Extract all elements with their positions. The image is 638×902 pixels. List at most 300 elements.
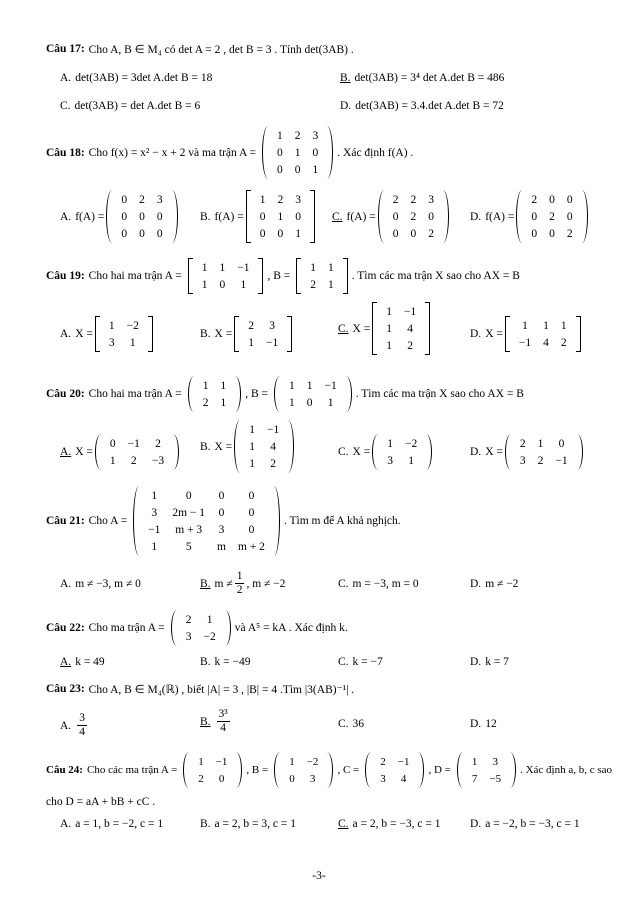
matrix-cell: 1 [249,423,255,436]
matrix-c [365,752,424,788]
q21-option-a[interactable] [60,578,141,590]
matrix-grid [239,316,287,352]
q23-option-c[interactable] [338,718,364,730]
option-text: k = −7 [352,656,383,668]
question-17 [46,42,608,56]
matrix-cell: 2 [248,319,254,332]
matrix-cell: 1 [109,454,116,467]
matrix-cell: 2m − 1 [172,506,206,519]
matrix-cell: −2 [203,630,216,643]
question-stem: , B = [245,388,268,400]
q20-option-a[interactable] [60,434,181,470]
q20-option-b[interactable] [200,420,296,473]
matrix-cell: 0 [185,489,192,502]
q24-option-b[interactable] [200,818,296,830]
option-matrix [106,190,177,243]
matrix-cell: 2 [310,278,316,291]
matrix-cell: 1 [310,261,316,274]
q24-option-d[interactable] [470,818,580,830]
question-24-line2 [46,796,608,808]
option-label: B. [200,818,211,830]
matrix-cell: 0 [277,146,283,159]
question-stem: , B = [267,270,291,282]
matrix-cell: −2 [126,319,139,332]
option-text: det(3AB) = 3⁴ det A.det B = 486 [354,72,505,84]
option-label: C. [338,818,349,830]
option-matrix [505,316,581,352]
option-label: B. [340,72,351,84]
bracket-right [576,316,581,352]
question-stem: và A⁵ = kA . Xác định k. [234,622,348,634]
option-matrix [95,316,153,352]
matrix-cell: 1 [327,396,334,409]
matrix-cell: 0 [566,210,573,223]
matrix-cell: −1 [215,755,228,768]
option-label: A. [60,72,72,84]
matrix-cell: 2 [410,210,417,223]
matrix-cell: 0 [277,227,284,240]
matrix-cell: 3 [492,755,498,768]
matrix-cell: 0 [410,227,417,240]
matrix-grid [112,190,171,243]
option-text: k = 7 [485,656,509,668]
matrix-cell: 0 [294,163,301,176]
question-stem: . Tìm m để A khả nghịch. [283,515,401,527]
matrix-cell: 2 [294,129,301,142]
option-matrix [505,434,583,470]
matrix-cell: 0 [139,227,145,240]
option-label: B. [200,210,211,223]
option-text: det(3AB) = 3det A.det B = 18 [75,72,213,84]
option-label: C. [338,446,349,458]
matrix-cell: 1 [288,396,295,409]
fraction-denominator: 4 [79,726,85,738]
matrix-cell: 0 [248,506,255,519]
matrix-grid [378,434,426,470]
matrix-grid [251,190,310,243]
matrix-cell: 1 [289,755,295,768]
matrix-cell: 3 [185,630,192,643]
matrix-cell: 1 [386,339,392,352]
matrix-cell: 0 [428,210,434,223]
option-label: D. [340,100,352,112]
question-23 [46,682,608,696]
matrix-cell: 1 [522,319,528,332]
option-text: k = −49 [214,656,251,668]
q19-option-d[interactable] [470,316,583,352]
matrix-cell: 1 [294,146,301,159]
matrix-cell: 3 [151,506,158,519]
matrix-cell: 0 [566,193,573,206]
matrix-cell: −5 [489,772,502,785]
matrix-cell: 4 [270,440,276,453]
option-text: det(3AB) = det A.det B = 6 [74,100,201,112]
matrix-cell: 0 [289,772,295,785]
option-matrix [95,434,179,470]
matrix-cell: 2 [202,396,209,409]
matrix-cell: 2 [428,227,434,240]
q22-option-d[interactable] [470,656,509,668]
option-text: X = [485,328,503,340]
matrix-grid [301,258,343,294]
matrix-cell: 3 [380,772,386,785]
q21-option-b[interactable] [200,570,285,597]
q19-option-c[interactable] [338,302,432,355]
matrix-cell: 2 [410,193,417,206]
matrix-cell: 0 [259,227,266,240]
bracket-right [582,190,588,243]
matrix-cell: 1 [543,319,549,332]
matrix-cell: 0 [121,193,128,206]
matrix-cell: 3 [519,454,526,467]
matrix-b [274,376,352,412]
matrix-b [274,752,333,788]
matrix-cell: 2 [277,193,284,206]
matrix-cell: 1 [387,437,393,450]
question-stem: . Tìm các ma trận X sao cho AX = B [351,270,520,282]
q24-option-a[interactable] [60,818,163,830]
matrix-a [133,486,280,556]
bracket-right [418,752,424,788]
q19-option-a[interactable] [60,316,155,352]
matrix-a [188,258,264,294]
bracket-right [510,752,516,788]
matrix-cell: 2 [130,454,137,467]
q21-option-c[interactable] [338,578,419,590]
q19-option-b[interactable] [200,316,294,352]
matrix-cell: −1 [403,305,417,318]
option-label: D. [470,328,482,340]
q23-option-a[interactable] [60,712,89,739]
matrix-cell: 1 [198,755,204,768]
q18-option-d[interactable] [470,190,590,243]
bracket-right [577,434,583,470]
option-text: f(A) = [214,210,244,223]
matrix-cell: 1 [240,278,247,291]
matrix-cell: 1 [202,379,209,392]
bracket-right [343,258,348,294]
fraction-numerator: 3 [79,712,85,724]
question-18 [46,126,608,179]
bracket-right [236,752,242,788]
matrix-cell: 0 [121,227,128,240]
matrix-cell: 0 [531,227,538,240]
option-matrix [246,190,315,243]
matrix-cell: 1 [201,278,208,291]
matrix-cell: 0 [248,523,255,536]
matrix-cell: 0 [156,210,163,223]
option-label: A. [60,719,72,732]
matrix-cell: −1 [265,336,279,349]
bracket-right [443,190,449,243]
option-label: D. [470,446,482,458]
option-text: X = [214,440,233,453]
option-text: a = −2, b = −3, c = 1 [485,818,580,830]
option-label: B. [200,715,211,728]
q17-option-d[interactable] [340,100,504,112]
question-stem: Cho A, B ∈ M₄ có det A = 2 , det B = 3 . Tính det(3AB) . [88,44,354,56]
matrix-cell: 1 [249,457,255,470]
bracket-right [425,302,430,355]
question-title: Câu 19: [46,270,85,282]
matrix-cell: m [217,540,226,553]
option-text: det(3AB) = 3.4.det A.det B = 72 [355,100,504,112]
question-title: Câu 24: [46,764,83,776]
question-22 [46,610,608,646]
option-matrix [234,316,292,352]
bracket-right [225,610,231,646]
bracket-right [173,434,179,470]
option-label: C. [338,656,349,668]
matrix-cell: 1 [259,193,266,206]
matrix-cell: 1 [560,319,567,332]
bracket-right [288,420,294,473]
matrix-cell: 1 [151,489,158,502]
matrix-cell: 0 [312,146,319,159]
option-text: X = [352,322,371,335]
matrix-cell: 0 [306,396,313,409]
matrix-cell: 1 [295,227,301,240]
matrix-b [296,258,348,294]
option-text: X = [352,446,371,458]
matrix-cell: 2 [537,454,544,467]
question-19 [46,258,608,294]
option-text: X = [75,328,93,340]
matrix-cell: 5 [185,540,192,553]
question-stem: , B = [246,764,269,776]
matrix-cell: 1 [386,322,392,335]
option-label: D. [470,818,482,830]
option-label: A. [60,578,72,590]
q22-option-c[interactable] [338,656,383,668]
option-label: C. [338,578,349,590]
option-label: A. [60,446,72,458]
option-label: D. [470,578,482,590]
q24-option-c[interactable] [338,818,440,830]
matrix-grid [194,376,236,412]
matrix-cell: −3 [151,454,165,467]
matrix-a [188,376,242,412]
matrix-grid [384,190,443,243]
matrix-grid [189,752,236,788]
q18-option-a[interactable] [60,190,180,243]
option-label: C. [338,322,349,335]
matrix-cell: 0 [558,437,565,450]
option-label: B. [200,656,211,668]
q20-option-d[interactable] [470,434,585,470]
matrix-cell: 1 [288,379,295,392]
matrix-cell: 0 [218,489,225,502]
bracket-right [172,190,178,243]
matrix-grid [463,752,510,788]
option-matrix [372,434,432,470]
question-stem: , D = [428,764,451,776]
q18-option-c[interactable] [332,190,451,243]
matrix-cell: 7 [471,772,478,785]
matrix-cell: 1 [408,454,414,467]
option-label: D. [470,656,482,668]
option-text: X = [485,446,503,458]
matrix-cell: 1 [327,261,334,274]
matrix-cell: 2 [155,437,161,450]
question-title: Câu 18: [46,146,85,159]
option-text: X = [75,446,93,458]
matrix-cell: 3 [218,523,225,536]
matrix-cell: 3 [156,193,163,206]
matrix-grid [101,434,173,470]
matrix-cell: 2 [519,437,526,450]
q21-option-d[interactable] [470,578,518,590]
matrix-cell: 2 [560,336,567,349]
question-stem: Cho A = [88,515,128,527]
matrix-cell: 4 [407,322,413,335]
matrix-cell: 3 [428,193,434,206]
option-matrix [378,190,449,243]
q23-option-b[interactable] [200,708,232,735]
matrix-a [171,610,231,646]
question-20 [46,376,608,412]
matrix-cell: −1 [397,755,410,768]
matrix-cell: −1 [324,379,337,392]
matrix-cell: 2 [566,227,573,240]
question-title: Câu 23: [46,683,85,695]
question-stem: , C = [337,764,360,776]
matrix-grid [193,258,259,294]
option-text: m = −3, m = 0 [352,578,419,590]
question-stem: . Xác định f(A) . [337,146,414,159]
q23-option-d[interactable] [470,718,497,730]
option-label: A. [60,656,72,668]
option-text: X = [214,328,233,340]
matrix-cell: 3 [309,772,316,785]
matrix-grid [139,486,274,556]
fraction-numerator: 3³ [218,708,228,720]
matrix-cell: m + 2 [238,540,265,553]
bracket-right [346,376,352,412]
matrix-cell: −1 [266,423,280,436]
matrix-cell: 0 [248,489,255,502]
matrix-grid [280,376,346,412]
matrix-d [457,752,516,788]
option-text: a = 2, b = 3, c = 1 [214,818,296,830]
q17-option-c[interactable] [60,100,200,112]
fraction-denominator: 4 [220,722,227,734]
matrix-cell: 4 [543,336,549,349]
question-24 [46,752,613,788]
matrix-grid [268,126,327,179]
matrix-cell: 0 [531,210,538,223]
matrix-grid [177,610,225,646]
q18-option-b[interactable] [200,190,317,243]
option-matrix [234,420,294,473]
option-text: 12 [485,718,497,730]
fraction-denominator: 2 [236,584,243,596]
matrix-cell: 2 [407,339,413,352]
matrix-cell: 1 [220,379,227,392]
matrix-cell: 2 [198,772,204,785]
matrix-cell: 1 [151,540,158,553]
matrix-cell: 0 [218,772,225,785]
question-stem: Cho f(x) = x² − x + 2 và ma trận A = [88,146,257,159]
matrix-cell: 0 [219,278,226,291]
option-label: A. [60,818,72,830]
matrix-cell: 1 [537,437,544,450]
matrix-cell: 1 [327,278,334,291]
bracket-right [274,486,280,556]
matrix-cell: 3 [387,454,393,467]
q17-option-a[interactable] [60,72,212,84]
matrix-cell: 1 [248,336,254,349]
bracket-right [287,316,292,352]
matrix-cell: 2 [185,613,192,626]
matrix-cell: −2 [306,755,319,768]
matrix-cell: 3 [312,129,319,142]
option-text: k = 49 [75,656,105,668]
q22-option-b[interactable] [200,656,251,668]
matrix-cell: 0 [109,437,116,450]
matrix-cell: 1 [471,755,478,768]
bracket-right [327,752,333,788]
bracket-right [235,376,241,412]
question-stem: Cho các ma trận A = [86,764,178,776]
question-stem: Cho hai ma trận A = [88,270,182,282]
matrix-cell: −1 [237,261,250,274]
q22-option-a[interactable] [60,656,105,668]
option-text: a = 2, b = −3, c = 1 [352,818,441,830]
question-title: Câu 20: [46,388,85,400]
bracket-right [327,126,333,179]
matrix-cell: 2 [139,193,145,206]
option-fraction [235,570,245,597]
question-title: Câu 21: [46,515,85,527]
option-label: A. [60,210,72,223]
matrix-grid [522,190,581,243]
fraction-numerator: 1 [236,570,243,582]
matrix-cell: 1 [277,129,283,142]
matrix-cell: −2 [404,437,418,450]
option-text: f(A) = [346,210,376,223]
option-fraction [217,708,230,735]
matrix-cell: −1 [148,523,161,536]
matrix-cell: 1 [312,163,319,176]
option-label: D. [470,718,482,730]
option-label: C. [60,100,71,112]
bracket-right [310,190,315,243]
matrix-cell: 1 [219,261,226,274]
matrix-grid [510,316,576,352]
option-text: m ≠ [214,577,233,590]
option-fraction [77,712,87,739]
q17-option-b[interactable] [340,72,504,84]
matrix-cell: −1 [518,336,532,349]
option-text: m ≠ −2 [485,578,519,590]
matrix-cell: 1 [386,305,392,318]
option-text: , m ≠ −2 [246,577,286,590]
matrix-cell: 0 [549,193,555,206]
question-stem: Cho A, B ∈ M₄(ℝ) , biết |A| = 3 , |B| = 4 .Tìm |3(AB)⁻¹| . [88,684,355,696]
question-21 [46,486,608,556]
option-text: m ≠ −3, m ≠ 0 [75,578,141,590]
matrix-cell: 1 [306,379,313,392]
matrix-cell: 2 [531,193,538,206]
question-stem: . Tìm các ma trận X sao cho AX = B [355,388,524,400]
matrix-cell: 1 [249,440,255,453]
matrix-grid [240,420,288,473]
matrix-cell: 0 [218,506,225,519]
q20-option-c[interactable] [338,434,434,470]
matrix-cell: 3 [108,336,115,349]
option-text: a = 1, b = −2, c = 1 [75,818,164,830]
